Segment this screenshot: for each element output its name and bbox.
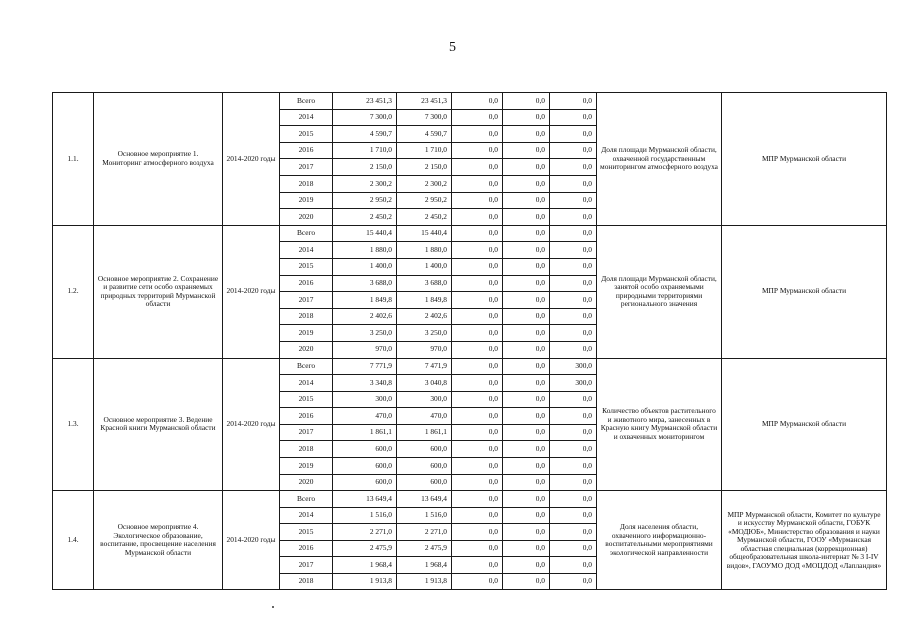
funding-total: 4 590,7 xyxy=(333,126,397,143)
funding-other: 0,0 xyxy=(550,209,597,226)
year-cell: 2014 xyxy=(280,375,333,392)
funding-total: 470,0 xyxy=(333,408,397,425)
funding-total: 1 849,8 xyxy=(333,292,397,309)
funding-local: 0,0 xyxy=(503,242,550,259)
funding-regional: 7 471,9 xyxy=(397,358,452,375)
funding-federal: 0,0 xyxy=(452,358,503,375)
page-number: 5 xyxy=(449,40,456,55)
funding-local: 0,0 xyxy=(503,441,550,458)
table-row xyxy=(53,225,887,242)
funding-federal: 0,0 xyxy=(452,308,503,325)
funding-other: 0,0 xyxy=(550,159,597,176)
funding-regional: 1 516,0 xyxy=(397,507,452,524)
funding-regional: 970,0 xyxy=(397,341,452,358)
funding-local: 0,0 xyxy=(503,557,550,574)
funding-total: 3 250,0 xyxy=(333,325,397,342)
funding-total: 2 300,2 xyxy=(333,175,397,192)
year-cell: 2019 xyxy=(280,458,333,475)
activity-title: Основное мероприятие 2. Сохранение и развитие сети особо охраняемых природных территорий Мурманской области xyxy=(94,225,223,358)
activity-title: Основное мероприятие 1. Мониторинг атмосферного воздуха xyxy=(94,93,223,226)
activity-period: 2014-2020 годы xyxy=(223,491,280,590)
executor: МПР Мурманской области xyxy=(722,225,887,358)
funding-regional: 23 451,3 xyxy=(397,93,452,110)
funding-total: 3 340,8 xyxy=(333,375,397,392)
funding-local: 0,0 xyxy=(503,573,550,590)
funding-federal: 0,0 xyxy=(452,474,503,491)
funding-other: 0,0 xyxy=(550,225,597,242)
funding-local: 0,0 xyxy=(503,424,550,441)
funding-regional: 2 475,9 xyxy=(397,540,452,557)
funding-other: 0,0 xyxy=(550,109,597,126)
funding-total: 23 451,3 xyxy=(333,93,397,110)
funding-local: 0,0 xyxy=(503,93,550,110)
funding-regional: 3 688,0 xyxy=(397,275,452,292)
funding-federal: 0,0 xyxy=(452,242,503,259)
year-cell: 2018 xyxy=(280,175,333,192)
funding-local: 0,0 xyxy=(503,126,550,143)
funding-other: 0,0 xyxy=(550,325,597,342)
activity-period: 2014-2020 годы xyxy=(223,93,280,226)
funding-total: 1 880,0 xyxy=(333,242,397,259)
funding-total: 3 688,0 xyxy=(333,275,397,292)
funding-federal: 0,0 xyxy=(452,524,503,541)
funding-local: 0,0 xyxy=(503,225,550,242)
funding-other: 0,0 xyxy=(550,540,597,557)
funding-regional: 1 968,4 xyxy=(397,557,452,574)
funding-regional: 600,0 xyxy=(397,474,452,491)
funding-total: 1 516,0 xyxy=(333,507,397,524)
funding-regional: 1 861,1 xyxy=(397,424,452,441)
funding-other: 0,0 xyxy=(550,507,597,524)
funding-total: 1 968,4 xyxy=(333,557,397,574)
year-cell: 2020 xyxy=(280,341,333,358)
funding-other: 0,0 xyxy=(550,441,597,458)
funding-regional: 2 450,2 xyxy=(397,209,452,226)
year-cell: 2018 xyxy=(280,308,333,325)
funding-other: 300,0 xyxy=(550,375,597,392)
year-cell: 2015 xyxy=(280,126,333,143)
funding-regional: 4 590,7 xyxy=(397,126,452,143)
funding-other: 0,0 xyxy=(550,258,597,275)
funding-regional: 1 880,0 xyxy=(397,242,452,259)
funding-other: 0,0 xyxy=(550,458,597,475)
funding-local: 0,0 xyxy=(503,142,550,159)
funding-total: 600,0 xyxy=(333,441,397,458)
funding-other: 0,0 xyxy=(550,391,597,408)
funding-total: 2 450,2 xyxy=(333,209,397,226)
executor: МПР Мурманской области xyxy=(722,93,887,226)
funding-federal: 0,0 xyxy=(452,175,503,192)
funding-total: 1 710,0 xyxy=(333,142,397,159)
funding-other: 0,0 xyxy=(550,192,597,209)
funding-total: 7 771,9 xyxy=(333,358,397,375)
funding-federal: 0,0 xyxy=(452,258,503,275)
funding-total: 13 649,4 xyxy=(333,491,397,508)
table-row xyxy=(53,491,887,508)
year-cell: 2014 xyxy=(280,242,333,259)
funding-regional: 2 300,2 xyxy=(397,175,452,192)
funding-regional: 3 040,8 xyxy=(397,375,452,392)
year-cell: 2017 xyxy=(280,292,333,309)
funding-total: 970,0 xyxy=(333,341,397,358)
year-cell: 2019 xyxy=(280,192,333,209)
activity-code: 1.3. xyxy=(53,358,94,491)
funding-federal: 0,0 xyxy=(452,109,503,126)
funding-regional: 1 849,8 xyxy=(397,292,452,309)
funding-local: 0,0 xyxy=(503,540,550,557)
funding-total: 2 950,2 xyxy=(333,192,397,209)
program-activities-table xyxy=(52,92,887,590)
table-row xyxy=(53,93,887,110)
funding-local: 0,0 xyxy=(503,491,550,508)
target-indicator: Доля площади Мурманской области, занятой особо охраняемыми природными территориями регионального значения xyxy=(597,225,722,358)
year-cell: 2016 xyxy=(280,540,333,557)
funding-other: 0,0 xyxy=(550,341,597,358)
funding-federal: 0,0 xyxy=(452,375,503,392)
funding-local: 0,0 xyxy=(503,292,550,309)
funding-total: 2 271,0 xyxy=(333,524,397,541)
funding-regional: 1 710,0 xyxy=(397,142,452,159)
funding-local: 0,0 xyxy=(503,258,550,275)
funding-other: 0,0 xyxy=(550,175,597,192)
funding-other: 0,0 xyxy=(550,275,597,292)
year-cell: 2014 xyxy=(280,109,333,126)
table-row xyxy=(53,358,887,375)
funding-total: 2 402,6 xyxy=(333,308,397,325)
year-cell: 2018 xyxy=(280,573,333,590)
year-cell: 2015 xyxy=(280,524,333,541)
funding-total: 1 913,8 xyxy=(333,573,397,590)
funding-regional: 300,0 xyxy=(397,391,452,408)
funding-local: 0,0 xyxy=(503,109,550,126)
funding-federal: 0,0 xyxy=(452,142,503,159)
funding-other: 0,0 xyxy=(550,573,597,590)
funding-federal: 0,0 xyxy=(452,391,503,408)
funding-local: 0,0 xyxy=(503,341,550,358)
funding-regional: 470,0 xyxy=(397,408,452,425)
year-cell: Всего xyxy=(280,491,333,508)
funding-regional: 2 950,2 xyxy=(397,192,452,209)
funding-other: 0,0 xyxy=(550,474,597,491)
year-cell: 2016 xyxy=(280,408,333,425)
year-cell: 2020 xyxy=(280,474,333,491)
funding-local: 0,0 xyxy=(503,375,550,392)
activity-title: Основное мероприятие 4. Экологическое образование, воспитание, просвещение населения Мурманской области xyxy=(94,491,223,590)
funding-other: 0,0 xyxy=(550,524,597,541)
funding-regional: 15 440,4 xyxy=(397,225,452,242)
funding-other: 0,0 xyxy=(550,408,597,425)
funding-regional: 2 402,6 xyxy=(397,308,452,325)
funding-local: 0,0 xyxy=(503,358,550,375)
year-cell: 2015 xyxy=(280,258,333,275)
year-cell: 2020 xyxy=(280,209,333,226)
funding-other: 300,0 xyxy=(550,358,597,375)
funding-total: 600,0 xyxy=(333,474,397,491)
funding-local: 0,0 xyxy=(503,507,550,524)
funding-total: 1 400,0 xyxy=(333,258,397,275)
year-cell: 2017 xyxy=(280,557,333,574)
funding-total: 7 300,0 xyxy=(333,109,397,126)
funding-federal: 0,0 xyxy=(452,573,503,590)
activity-title: Основное мероприятие 3. Ведение Красной книги Мурманской области xyxy=(94,358,223,491)
funding-federal: 0,0 xyxy=(452,408,503,425)
funding-federal: 0,0 xyxy=(452,192,503,209)
year-cell: 2017 xyxy=(280,159,333,176)
funding-federal: 0,0 xyxy=(452,540,503,557)
funding-federal: 0,0 xyxy=(452,159,503,176)
funding-local: 0,0 xyxy=(503,209,550,226)
funding-federal: 0,0 xyxy=(452,225,503,242)
activity-period: 2014-2020 годы xyxy=(223,358,280,491)
year-cell: Всего xyxy=(280,225,333,242)
funding-regional: 2 271,0 xyxy=(397,524,452,541)
funding-federal: 0,0 xyxy=(452,292,503,309)
target-indicator: Доля площади Мурманской области, охваченной государственным мониторингом атмосферного воздуха xyxy=(597,93,722,226)
funding-other: 0,0 xyxy=(550,557,597,574)
target-indicator: Доля населения области, охваченного информационно-воспитательными мероприятиями экологической направленности xyxy=(597,491,722,590)
funding-federal: 0,0 xyxy=(452,507,503,524)
executor: МПР Мурманской области xyxy=(722,358,887,491)
funding-local: 0,0 xyxy=(503,458,550,475)
funding-total: 2 150,0 xyxy=(333,159,397,176)
funding-regional: 7 300,0 xyxy=(397,109,452,126)
funding-local: 0,0 xyxy=(503,275,550,292)
funding-other: 0,0 xyxy=(550,491,597,508)
year-cell: 2016 xyxy=(280,142,333,159)
activity-period: 2014-2020 годы xyxy=(223,225,280,358)
scan-mark xyxy=(272,606,274,608)
funding-federal: 0,0 xyxy=(452,341,503,358)
funding-local: 0,0 xyxy=(503,408,550,425)
funding-federal: 0,0 xyxy=(452,424,503,441)
funding-federal: 0,0 xyxy=(452,126,503,143)
funding-regional: 2 150,0 xyxy=(397,159,452,176)
funding-other: 0,0 xyxy=(550,93,597,110)
funding-other: 0,0 xyxy=(550,292,597,309)
funding-total: 300,0 xyxy=(333,391,397,408)
year-cell: 2014 xyxy=(280,507,333,524)
funding-regional: 1 913,8 xyxy=(397,573,452,590)
funding-federal: 0,0 xyxy=(452,209,503,226)
year-cell: 2017 xyxy=(280,424,333,441)
year-cell: Всего xyxy=(280,93,333,110)
program-table-sheet xyxy=(52,92,886,597)
funding-regional: 600,0 xyxy=(397,458,452,475)
funding-local: 0,0 xyxy=(503,474,550,491)
funding-regional: 1 400,0 xyxy=(397,258,452,275)
funding-other: 0,0 xyxy=(550,424,597,441)
funding-federal: 0,0 xyxy=(452,325,503,342)
funding-total: 15 440,4 xyxy=(333,225,397,242)
year-cell: 2018 xyxy=(280,441,333,458)
funding-local: 0,0 xyxy=(503,159,550,176)
funding-federal: 0,0 xyxy=(452,441,503,458)
activity-code: 1.2. xyxy=(53,225,94,358)
funding-local: 0,0 xyxy=(503,524,550,541)
year-cell: 2019 xyxy=(280,325,333,342)
funding-total: 2 475,9 xyxy=(333,540,397,557)
funding-other: 0,0 xyxy=(550,242,597,259)
funding-federal: 0,0 xyxy=(452,557,503,574)
funding-federal: 0,0 xyxy=(452,93,503,110)
funding-other: 0,0 xyxy=(550,142,597,159)
year-cell: 2016 xyxy=(280,275,333,292)
executor: МПР Мурманской области, Комитет по культуре и искусству Мурманской области, ГОБУК «МОДЮБ», Министерство образования и науки Мурманской области, ГООУ «Мурманская областная специальная (коррекционная) общеобразовательная школа-интернат № 3 I-IV видов», ГАОУМО ДОД «МОЦДОД «Лапландия» xyxy=(722,491,887,590)
activity-code: 1.1. xyxy=(53,93,94,226)
funding-federal: 0,0 xyxy=(452,458,503,475)
funding-total: 1 861,1 xyxy=(333,424,397,441)
funding-other: 0,0 xyxy=(550,126,597,143)
funding-other: 0,0 xyxy=(550,308,597,325)
funding-federal: 0,0 xyxy=(452,275,503,292)
funding-local: 0,0 xyxy=(503,325,550,342)
funding-federal: 0,0 xyxy=(452,491,503,508)
funding-local: 0,0 xyxy=(503,391,550,408)
funding-regional: 3 250,0 xyxy=(397,325,452,342)
year-cell: 2015 xyxy=(280,391,333,408)
funding-regional: 600,0 xyxy=(397,441,452,458)
funding-total: 600,0 xyxy=(333,458,397,475)
funding-regional: 13 649,4 xyxy=(397,491,452,508)
target-indicator: Количество объектов растительного и животного мира, занесенных в Красную книгу Мурманской области и охваченных мониторингом xyxy=(597,358,722,491)
year-cell: Всего xyxy=(280,358,333,375)
funding-local: 0,0 xyxy=(503,308,550,325)
funding-local: 0,0 xyxy=(503,175,550,192)
funding-local: 0,0 xyxy=(503,192,550,209)
activity-code: 1.4. xyxy=(53,491,94,590)
